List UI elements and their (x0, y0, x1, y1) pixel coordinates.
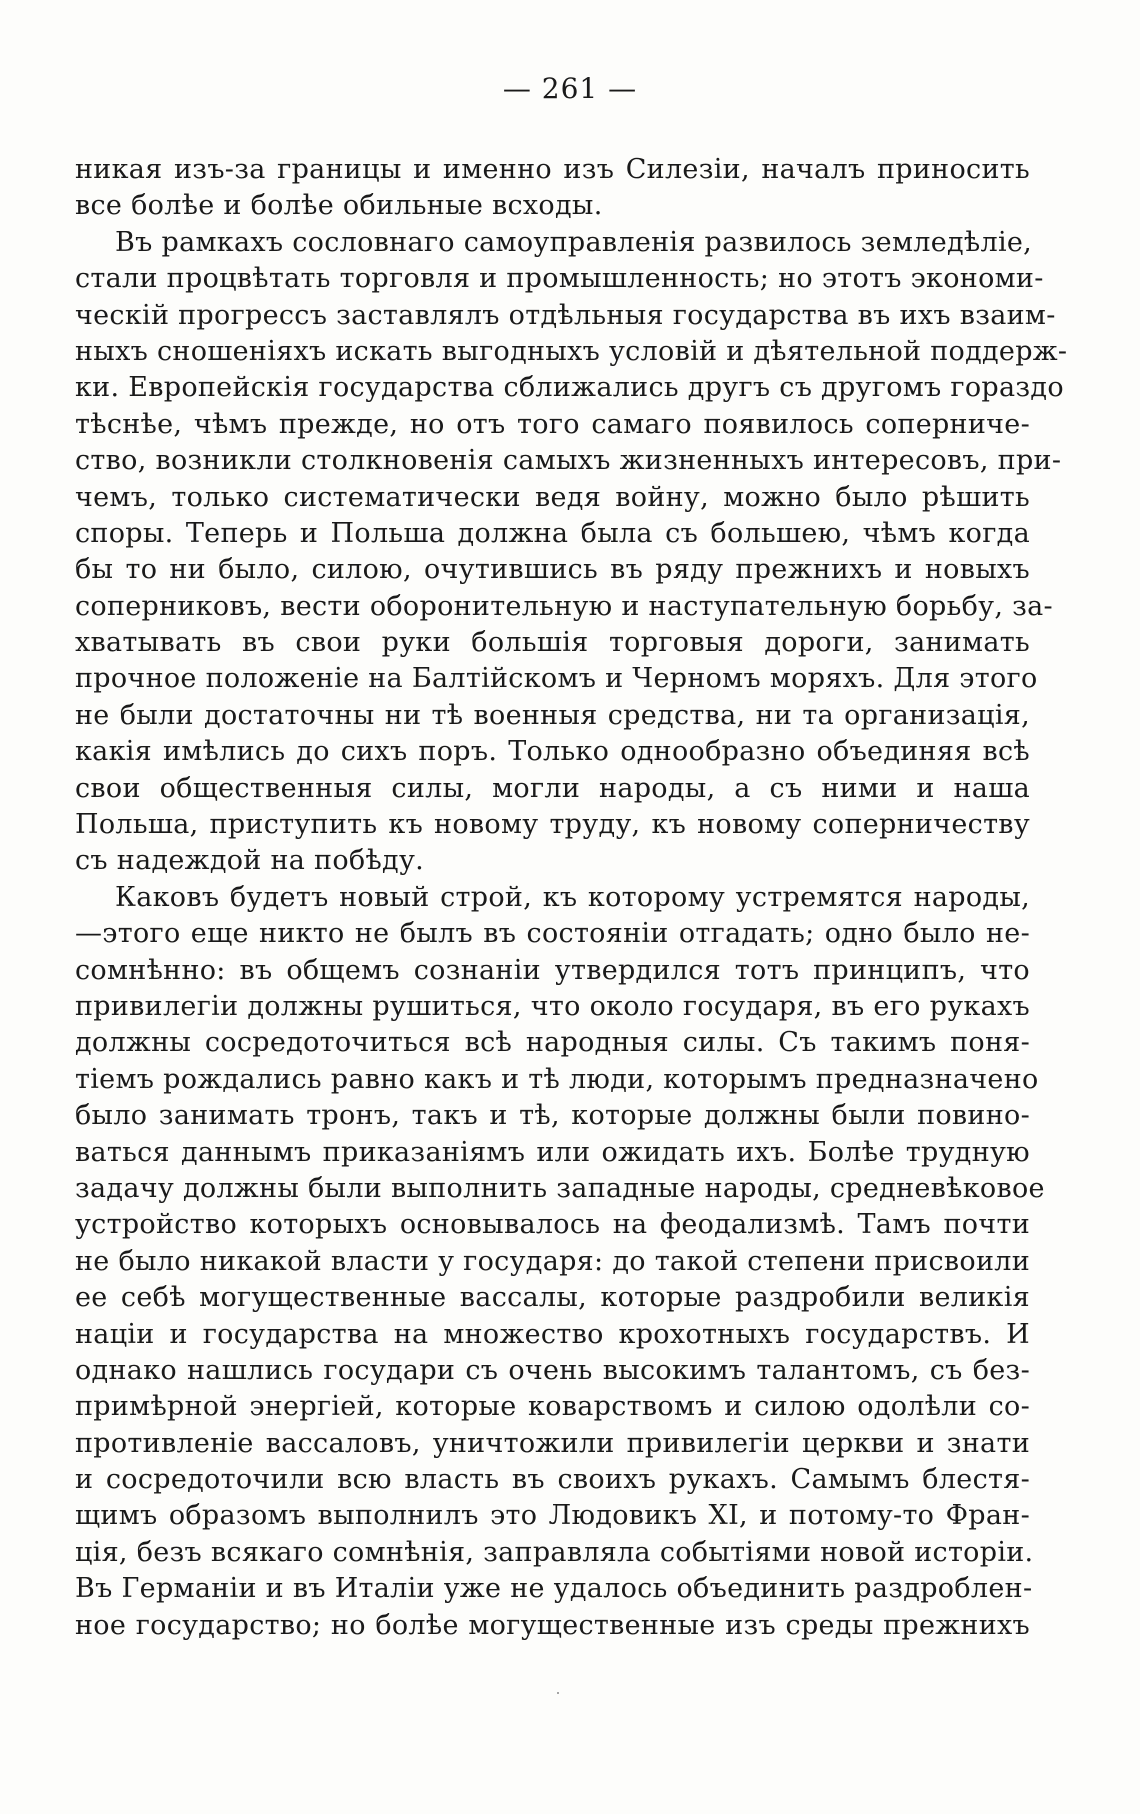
text-line: ки. Европейскія государства сближались другъ съ другомъ гораздо (75, 372, 1064, 404)
text-line: чемъ, только систематически ведя войну, можно было рѣшить (75, 481, 1030, 513)
text-line: не было никакой власти у государя: до такой степени присвоили (75, 1245, 1030, 1277)
text-line: ство, возникли столкновенія самыхъ жизненныхъ интересовъ, при- (75, 445, 1062, 477)
text-line: и сосредоточили всю власть въ своихъ рукахъ. Самымъ блестя- (75, 1464, 1030, 1496)
text-line: не были достаточны ни тѣ военныя средства, ни та организація, (75, 699, 1030, 731)
text-line: ее себѣ могущественные вассалы, которые раздробили великія (75, 1282, 1030, 1314)
text-line: однако нашлись государи съ очень высокимъ талантомъ, съ без- (75, 1354, 1030, 1386)
text-line: стали процвѣтать торговля и промышленность; но этотъ экономи- (75, 263, 1044, 295)
text-line: —этого еще никто не былъ въ состояніи отгадать; одно было не- (75, 918, 1030, 950)
page-number: — 261 — (502, 72, 638, 105)
text-line: какія имѣлись до сихъ поръ. Только однообразно объединяя всѣ (75, 736, 1030, 768)
text-line: ческій прогрессъ заставлялъ отдѣльныя государства въ ихъ взаим- (75, 299, 1056, 331)
text-line: съ надеждой на побѣду. (75, 845, 425, 877)
text-line: было занимать тронъ, такъ и тѣ, которые должны были повино- (75, 1100, 1030, 1132)
text-line: щимъ образомъ выполнилъ это Людовикъ XI, и потому-то Фран- (75, 1500, 1030, 1532)
text-line: противленіе вассаловъ, уничтожили привилегіи церкви и знати (75, 1427, 1030, 1459)
text-line: привилегіи должны рушиться, что около государя, въ его рукахъ (75, 990, 1030, 1022)
print-speck (557, 1692, 559, 1694)
text-line: ція, безъ всякаго сомнѣнія, заправляла событіями новой исторіи. (75, 1536, 1034, 1568)
text-line: тіемъ рождались равно какъ и тѣ люди, которымъ предназначено (75, 1063, 1039, 1095)
paragraph-start-line: Каковъ будетъ новый строй, къ которому устремятся народы, (115, 881, 1030, 913)
paragraph-start-line: Въ рамкахъ сословнаго самоуправленія развилось земледѣліе, (115, 226, 1033, 258)
text-line: хватывать въ свои руки большія торговыя дороги, занимать (75, 627, 1030, 659)
text-line: прочное положеніе на Балтійскомъ и Черномъ моряхъ. Для этого (75, 663, 1038, 695)
text-line: тѣснѣе, чѣмъ прежде, но отъ того самаго появилось соперниче- (75, 408, 1030, 440)
text-line: устройство которыхъ основывалось на феодализмѣ. Тамъ почти (75, 1209, 1030, 1241)
text-line: должны сосредоточиться всѣ народныя силы. Съ такимъ поня- (75, 1027, 1030, 1059)
text-line: націи и государства на множество крохотныхъ государствъ. И (75, 1318, 1030, 1350)
text-line: примѣрной энергіей, которые коварствомъ и силою одолѣли со- (75, 1391, 1030, 1423)
body-text (75, 152, 1068, 1644)
text-line: Въ Германіи и въ Италіи уже не удалось объединить раздроблен- (75, 1573, 1033, 1605)
text-line: ныхъ сношеніяхъ искать выгодныхъ условій и дѣятельной поддерж- (75, 335, 1068, 367)
text-line: сомнѣнно: въ общемъ сознаніи утвердился тотъ принципъ, что (75, 954, 1030, 986)
text-line: споры. Теперь и Польша должна была съ большею, чѣмъ когда (75, 517, 1030, 549)
text-line: бы то ни было, силою, очутившись въ ряду прежнихъ и новыхъ (75, 554, 1030, 586)
text-line: Польша, приступить къ новому труду, къ новому соперничеству (75, 809, 1030, 841)
text-line: соперниковъ, вести оборонительную и наступательную борьбу, за- (75, 590, 1053, 622)
text-line: все болѣе и болѣе обильные всходы. (75, 190, 603, 222)
text-line: никая изъ-за границы и именно изъ Силезіи, началъ приносить (75, 154, 1030, 185)
text-line: ваться даннымъ приказаніямъ или ожидать ихъ. Болѣе трудную (75, 1136, 1030, 1168)
text-line: ное государство; но болѣе могущественные изъ среды прежнихъ (75, 1609, 1030, 1641)
text-line: задачу должны были выполнить западные народы, средневѣковое (75, 1172, 1045, 1204)
text-line: свои общественныя силы, могли народы, а съ ними и наша (75, 772, 1030, 804)
